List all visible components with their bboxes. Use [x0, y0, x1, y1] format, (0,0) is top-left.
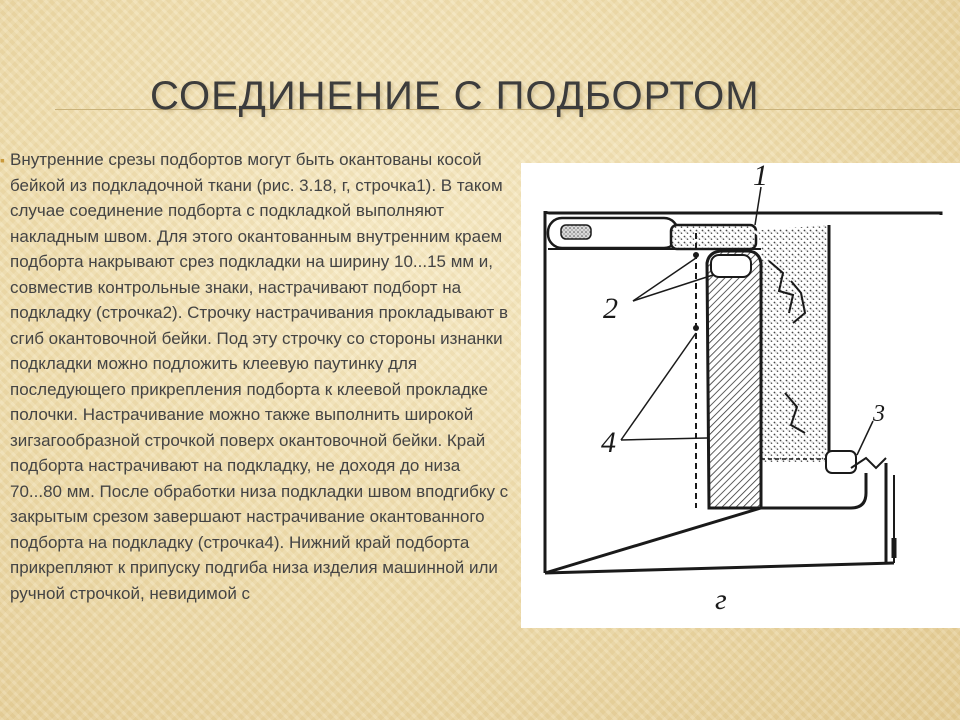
hem-fold	[826, 451, 856, 473]
top-band-fold	[561, 225, 591, 239]
bottom-curve	[851, 473, 866, 508]
lining-top-edge	[545, 211, 941, 215]
stitch-point-2	[693, 252, 699, 258]
bound-edge-strip	[707, 251, 761, 508]
leader-2b	[633, 275, 713, 301]
stitch-point-4	[693, 325, 699, 331]
body-paragraph: Внутренние срезы подбортов могут быть окантованы косой бейкой из подкладочной ткани (рис. 3.18, г, строчка1). В таком случае соединение подборта с подкладкой выполняют накладным швом. Для этого окантованным внутренним краем подборта накрывают срез подкладки на ширину 10...15 мм и, совместив контрольные знаки, настрачивают подборт на подкладку (строчка2). Строчку настрачивания прокладывают в сгиб окантовочной бейки. Под эту строчку со стороны изнанки подкладки можно подложить клеевую паутинку для последующего прикрепления подборта к клеевой прокладке полочки. Настрачивание можно также выполнить широкой зигзагообразной строчкой поверх окантовочной бейки. Край подборта настрачивают на подкладку, не доходя до низа 70...80 мм. После обработки низа подкладки швом вподгибку с закрытым срезом завершают настрачивание окантованного подборта на подкладку (строчка4). Нижний край подборта прикрепляют к припуску подгиба низа изделия машинной или ручной строчкой, невидимой с	[10, 150, 509, 603]
slide-title: СОЕДИНЕНИЕ С ПОДБОРТОМ	[150, 74, 760, 118]
label-3: 3	[873, 401, 885, 427]
seam-diagram	[521, 163, 960, 628]
hem-bottom-line	[545, 563, 894, 573]
label-4: 4	[601, 426, 616, 459]
label-1: 1	[753, 163, 768, 192]
leader-3	[857, 421, 873, 455]
leader-4b	[621, 438, 707, 440]
facing-top	[671, 225, 756, 249]
bound-edge-top	[711, 255, 751, 277]
leader-4a	[621, 333, 696, 440]
leader-2a	[633, 258, 696, 301]
perspective-line-left	[545, 508, 761, 573]
figure-caption: г	[715, 583, 727, 616]
technical-figure	[521, 163, 960, 628]
bullet-icon: ▪	[0, 152, 5, 168]
label-2: 2	[603, 292, 618, 325]
leader-1	[755, 187, 761, 225]
